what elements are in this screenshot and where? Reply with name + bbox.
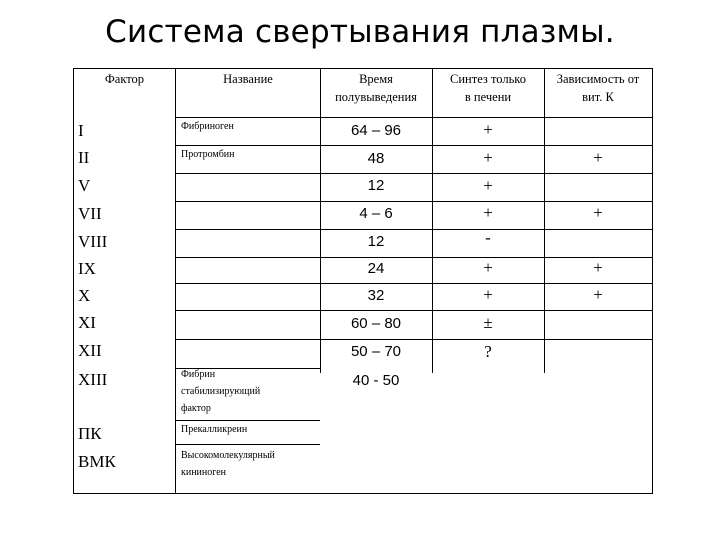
header-vitk-line2: вит. К (582, 90, 614, 104)
factor-name-line: Фибрин (181, 369, 216, 380)
liver-synthesis-value: ± (483, 313, 493, 332)
header-vitamin-k (544, 70, 652, 106)
header-half-life (320, 70, 432, 106)
factor-name: Фибриноген (181, 121, 234, 132)
vitamin-k-value: + (593, 203, 603, 222)
liver-synthesis-value: - (485, 228, 491, 247)
row-divider (175, 201, 653, 202)
liver-synthesis-value: + (483, 148, 493, 167)
header-half-life-line1: Время (359, 72, 393, 86)
liver-synthesis-value: + (483, 176, 493, 195)
liver-synthesis-value: + (483, 120, 493, 139)
liver-synthesis-value: + (483, 203, 493, 222)
row-divider (175, 117, 653, 118)
row-divider (175, 145, 653, 146)
half-life-value: 4 – 6 (359, 205, 393, 222)
factor-name-line: стабилизирующий (181, 386, 261, 397)
half-life-value: 64 – 96 (350, 122, 402, 139)
factor-label: IX (78, 259, 96, 278)
half-life-value: 60 – 80 (350, 315, 402, 332)
header-factor: Фактор (104, 72, 145, 86)
half-life-value: 12 (367, 233, 385, 250)
factor-label: VII (78, 204, 102, 223)
header-vitk-line1: Зависимость от (556, 72, 640, 86)
liver-synthesis-value: + (483, 258, 493, 277)
header-liver-synthesis (432, 70, 544, 106)
liver-synthesis-value: ? (484, 342, 492, 361)
vitamin-k-value: + (593, 148, 603, 167)
half-life-value: 40 - 50 (352, 372, 400, 389)
vitamin-k-value: + (593, 285, 603, 304)
factor-label: XI (78, 313, 96, 332)
half-life-value: 48 (367, 150, 385, 167)
row-divider (175, 229, 653, 230)
liver-synthesis-value: + (483, 285, 493, 304)
factor-label: XII (78, 341, 102, 360)
column-divider (175, 68, 176, 494)
header-liver-line1: Синтез только (450, 72, 526, 86)
factor-label: I (78, 121, 84, 140)
factor-label: ПК (78, 424, 102, 443)
header-half-life-line2: полувыведения (335, 90, 417, 104)
factor-name-line: кининоген (181, 467, 227, 478)
half-life-value: 50 – 70 (350, 343, 402, 360)
factor-name (181, 366, 260, 417)
row-divider (175, 283, 653, 284)
factor-name-line: фактор (181, 403, 211, 414)
factor-label: ВМК (78, 452, 116, 471)
row-divider (175, 173, 653, 174)
row-divider (175, 339, 653, 340)
slide-title: Система свертывания плазмы. (105, 14, 615, 50)
vitamin-k-value: + (593, 258, 603, 277)
half-life-value: 24 (367, 260, 385, 277)
factor-name-line: Высокомолекулярный (181, 450, 275, 461)
row-divider (175, 444, 320, 445)
half-life-value: 32 (367, 287, 385, 304)
factor-name (181, 447, 275, 481)
half-life-value: 12 (367, 177, 385, 194)
header-name: Название (223, 72, 273, 86)
factor-label: X (78, 286, 91, 305)
header-liver-line2: в печени (464, 90, 512, 104)
factor-label: II (78, 148, 90, 167)
factor-label: VIII (78, 232, 108, 251)
factor-label: V (78, 176, 91, 195)
factor-label: XIII (78, 370, 108, 389)
factor-name: Прекалликреин (181, 424, 248, 435)
factor-name: Протромбин (181, 149, 235, 160)
row-divider (175, 310, 653, 311)
